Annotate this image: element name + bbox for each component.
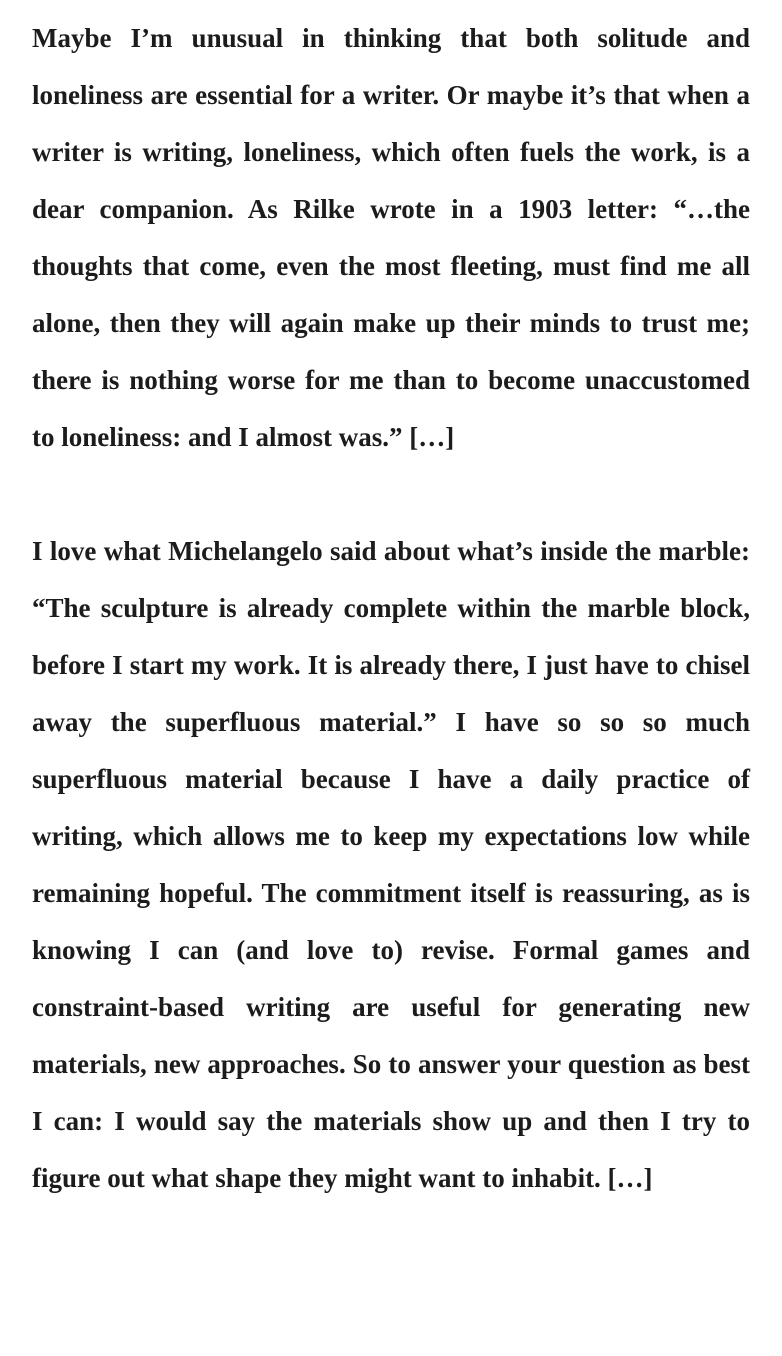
article-body <box>32 10 750 1207</box>
paragraph-michelangelo: I love what Michelangelo said about what’s inside the marble: “The sculpture is already complete within the marble block, before I start my work. It is already there, I just have to chisel away the superfluous material.” I have so so so much superfluous material because I have a daily practice of writing, which allows me to keep my expectations low while remaining hopeful. The commitment itself is reassuring, as is knowing I can (and love to) revise. Formal games and constraint-based writing are useful for generating new materials, new approaches. So to answer your question as best I can: I would say the materials show up and then I try to figure out what shape they might want to inhabit. […] <box>32 536 750 1193</box>
paragraph-solitude: Maybe I’m unusual in thinking that both solitude and loneliness are essential for a writer. Or maybe it’s that when a writer is writing, loneliness, which often fuels the work, is a dear companion. As Rilke wrote in a 1903 letter: “…the thoughts that come, even the most fleeting, must find me all alone, then they will again make up their minds to trust me; there is nothing worse for me than to become unaccustomed to loneliness: and I almost was.” […] <box>32 23 750 452</box>
